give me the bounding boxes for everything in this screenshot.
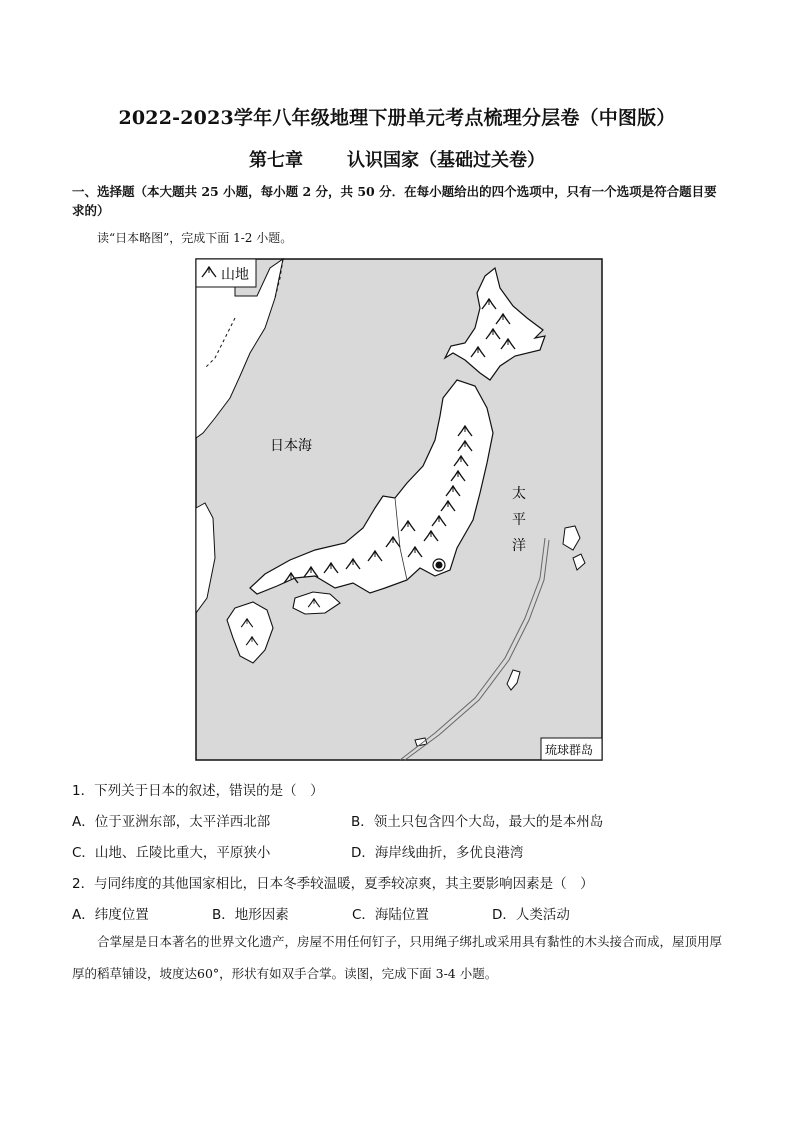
passage-text: 合掌屋是日本著名的世界文化遗产，房屋不用任何钉子，只用绳子绑扎或采用具有黏性的木头接合而成，屋顶用厚厚的稻草铺设，坡度达60°，形状有如双手合掌。读图，完成下面 3-4 小题。 [72,934,723,981]
chapter-heading [0,146,794,172]
question-2-option-d[interactable]: D．人类活动 [492,907,570,923]
chapter-number: 第七章 [249,150,303,171]
question-intro: 读“日本略图”，完成下面 1-2 小题。 [97,231,293,245]
question-2-option-b[interactable]: B．地形因素 [212,907,289,923]
question-1-stem: 1．下列关于日本的叙述，错误的是（ ） [72,783,324,799]
japan-map [195,258,603,761]
inset-label: 琉球群岛 [545,743,594,757]
capital-dot [436,562,443,569]
question-2-stem: 2．与同纬度的其他国家相比，日本冬季较温暖，夏季较凉爽，其主要影响因素是（ ） [72,876,594,892]
legend-label: 山地 [221,267,249,283]
ocean-label-3: 洋 [512,538,526,554]
question-2-option-a[interactable]: A．纬度位置 [72,907,149,923]
ocean-label-1: 太 [512,486,526,502]
question-1-option-d[interactable]: D．海岸线曲折，多优良港湾 [351,845,524,861]
question-2-option-c[interactable]: C．海陆位置 [352,907,429,923]
ocean-label-2: 平 [512,512,526,528]
question-1-option-c[interactable]: C．山地、丘陵比重大，平原狭小 [72,845,271,861]
question-1-option-b[interactable]: B．领土只包含四个大岛，最大的是本州岛 [351,814,604,830]
question-1-option-a[interactable]: A．位于亚洲东部，太平洋西北部 [72,814,271,830]
sea-label: 日本海 [270,438,312,454]
section-heading: 一、选择题（本大题共 25 小题，每小题 2 分，共 50 分．在每小题给出的四个选项中，只有一个选项是符合题目要求的） [72,184,717,218]
chapter-name: 认识国家（基础过关卷） [347,150,545,171]
paper-title: 2022-2023学年八年级地理下册单元考点梳理分层卷（中图版） [118,107,676,129]
